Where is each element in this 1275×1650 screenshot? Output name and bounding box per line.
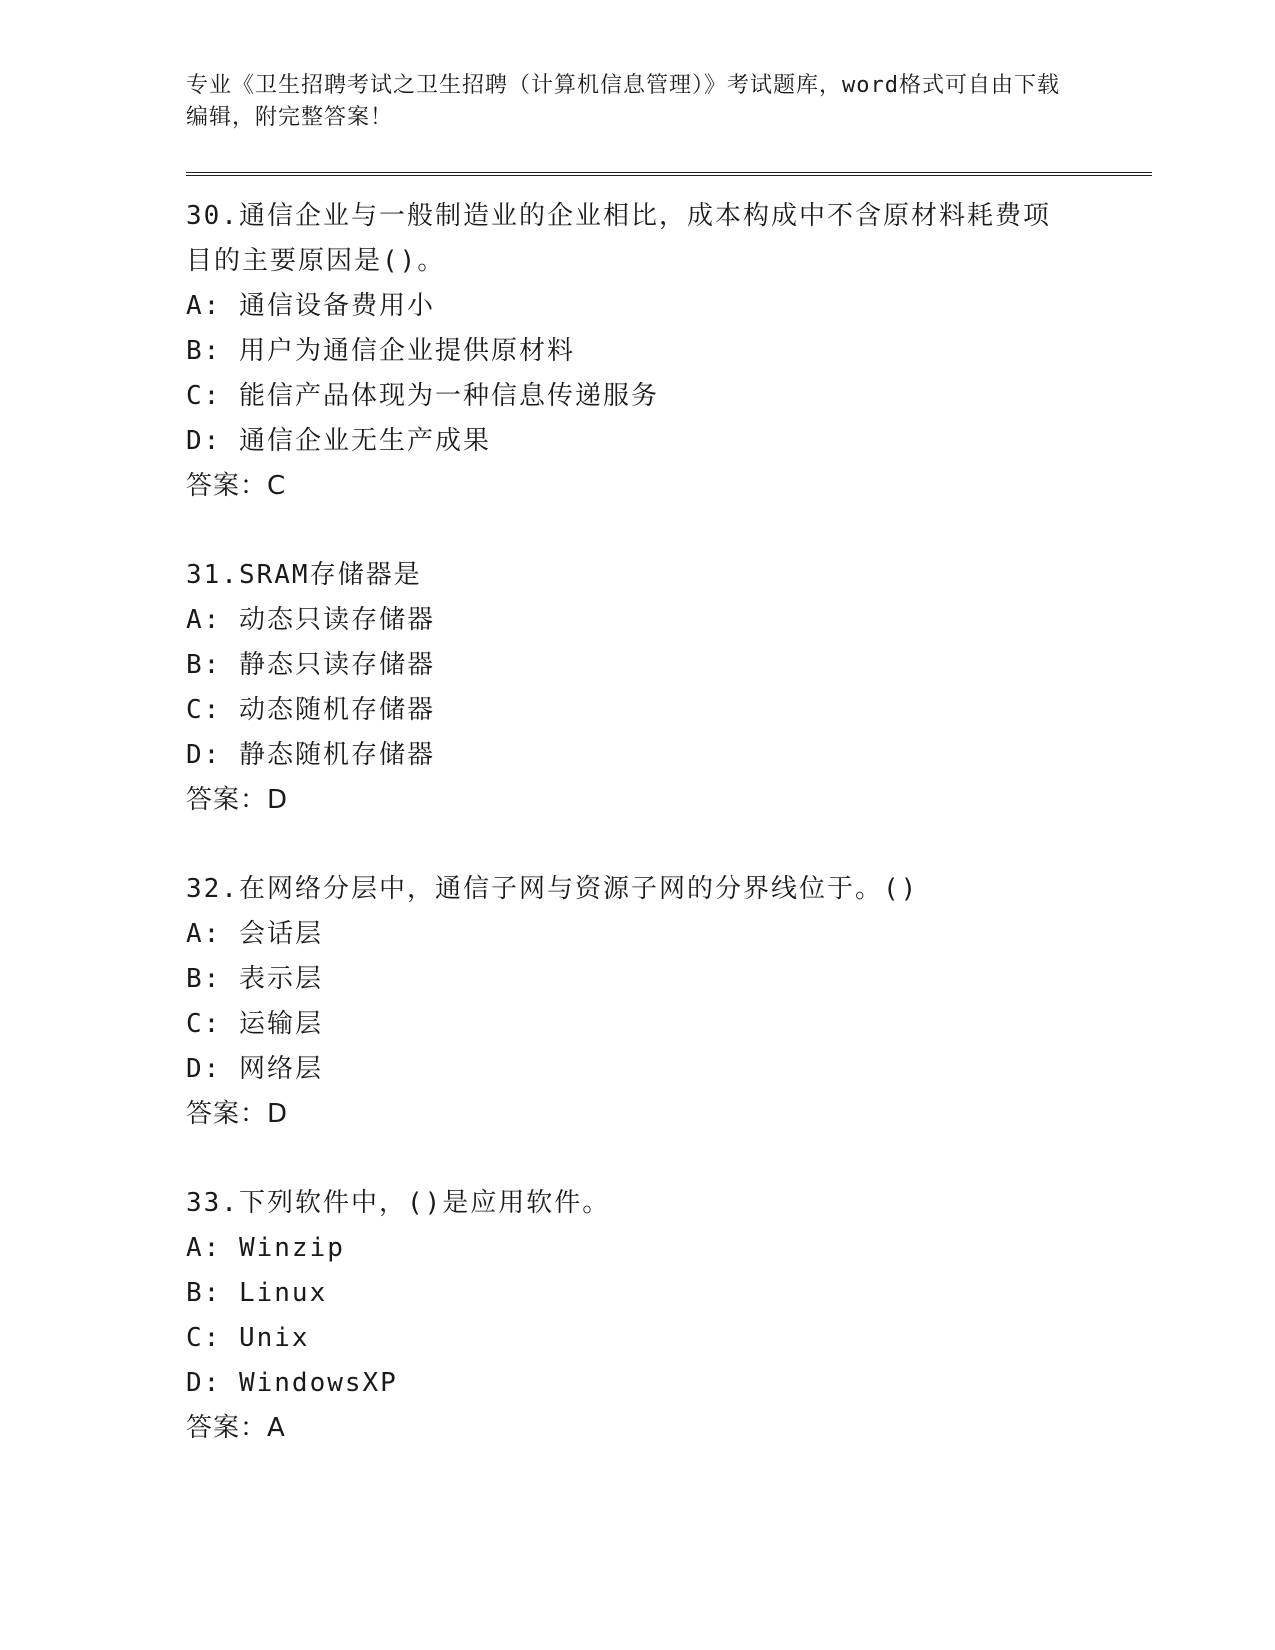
question-stem: 30.通信企业与一般制造业的企业相比，成本构成中不含原材料耗费项目的主要原因是()。: [186, 201, 1051, 276]
question-30: [186, 194, 1146, 509]
option-a: A: 动态只读存储器: [186, 605, 435, 635]
option-c: C: Unix: [186, 1323, 310, 1353]
option-a: A: 会话层: [186, 919, 323, 949]
question-31: [186, 553, 1146, 823]
option-a: A: 通信设备费用小: [186, 291, 435, 321]
question-stem: 31.SRAM存储器是: [186, 560, 422, 590]
header-divider: [186, 172, 1152, 176]
document-page: [186, 70, 1146, 1495]
question-stem: 32.在网络分层中，通信子网与资源子网的分界线位于。(): [186, 874, 919, 904]
answer-line: 答案：C: [186, 471, 287, 501]
question-33: [186, 1181, 1146, 1451]
option-d: D: WindowsXP: [186, 1368, 398, 1398]
answer-line: 答案：A: [186, 1413, 286, 1443]
answer-line: 答案：D: [186, 1099, 289, 1129]
question-32: [186, 867, 1146, 1137]
header-note: 专业《卫生招聘考试之卫生招聘（计算机信息管理）》考试题库，word格式可自由下载编辑，附完整答案！: [186, 73, 1060, 130]
option-b: B: 静态只读存储器: [186, 650, 435, 680]
option-b: B: 表示层: [186, 964, 323, 994]
option-c: C: 动态随机存储器: [186, 695, 435, 725]
answer-line: 答案：D: [186, 785, 289, 815]
option-d: D: 网络层: [186, 1054, 323, 1084]
option-d: D: 通信企业无生产成果: [186, 426, 491, 456]
option-b: B: 用户为通信企业提供原材料: [186, 336, 575, 366]
question-stem: 33.下列软件中，()是应用软件。: [186, 1188, 611, 1218]
option-c: C: 能信产品体现为一种信息传递服务: [186, 381, 659, 411]
option-c: C: 运输层: [186, 1009, 323, 1039]
option-d: D: 静态随机存储器: [186, 740, 435, 770]
option-a: A: Winzip: [186, 1233, 345, 1263]
option-b: B: Linux: [186, 1278, 328, 1308]
